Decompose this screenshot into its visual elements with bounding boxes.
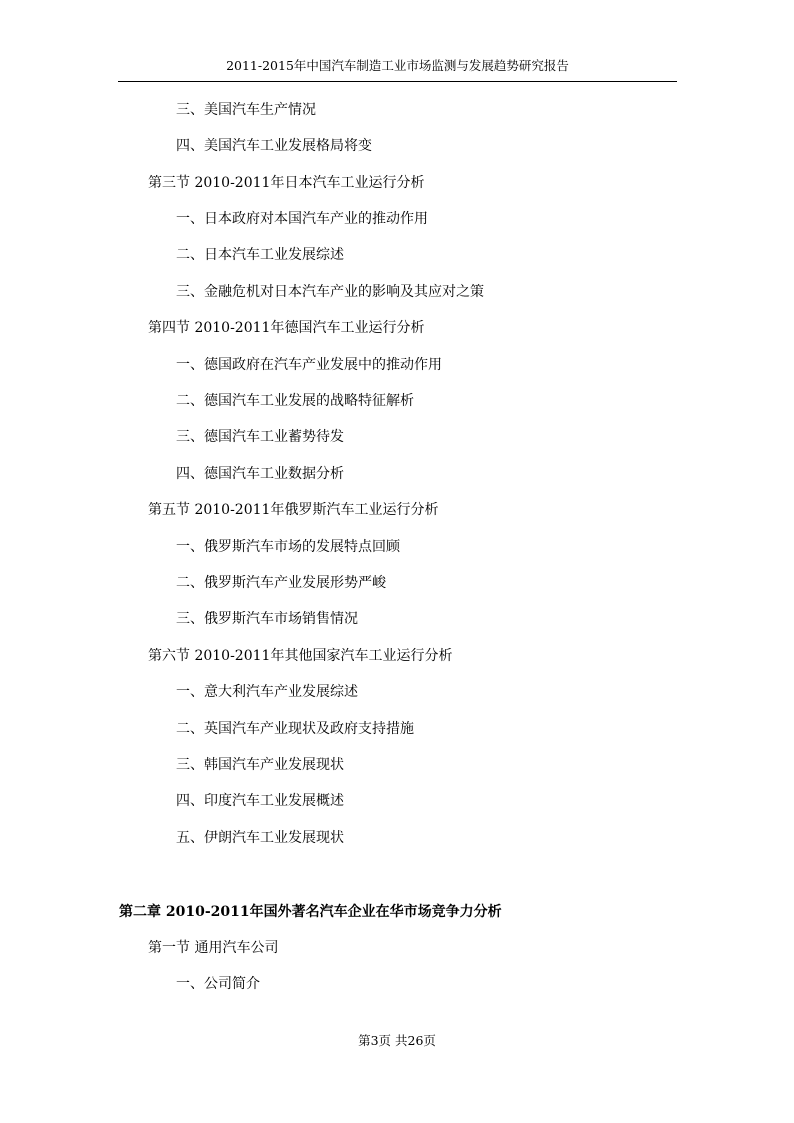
toc-section: 第六节 2010-2011年其他国家汽车工业运行分析 [148, 648, 453, 664]
toc-item: 一、公司简介 [176, 976, 260, 992]
toc-section: 第一节 通用汽车公司 [148, 940, 279, 956]
toc-item: 二、德国汽车工业发展的战略特征解析 [176, 393, 414, 409]
toc-item: 四、印度汽车工业发展概述 [176, 793, 344, 809]
header-divider [118, 81, 677, 82]
toc-item: 三、美国汽车生产情况 [176, 102, 316, 118]
toc-section: 第五节 2010-2011年俄罗斯汽车工业运行分析 [148, 502, 439, 518]
toc-item: 一、德国政府在汽车产业发展中的推动作用 [176, 357, 442, 373]
toc-item: 一、意大利汽车产业发展综述 [176, 684, 358, 700]
toc-section: 第三节 2010-2011年日本汽车工业运行分析 [148, 175, 425, 191]
toc-item: 三、俄罗斯汽车市场销售情况 [176, 611, 358, 627]
page-header-title: 2011-2015年中国汽车制造工业市场监测与发展趋势研究报告 [226, 58, 569, 73]
toc-item: 四、德国汽车工业数据分析 [176, 466, 344, 482]
toc-chapter: 第二章 2010-2011年国外著名汽车企业在华市场竞争力分析 [119, 904, 502, 920]
toc-item: 一、日本政府对本国汽车产业的推动作用 [176, 211, 428, 227]
toc-item: 三、金融危机对日本汽车产业的影响及其应对之策 [176, 284, 484, 300]
toc-item: 五、伊朗汽车工业发展现状 [176, 830, 344, 846]
toc-item: 一、俄罗斯汽车市场的发展特点回顾 [176, 539, 400, 555]
toc-item: 二、英国汽车产业现状及政府支持措施 [176, 721, 414, 737]
toc-item: 三、德国汽车工业蓄势待发 [176, 429, 344, 445]
toc-item: 四、美国汽车工业发展格局将变 [176, 138, 372, 154]
toc-item: 二、日本汽车工业发展综述 [176, 247, 344, 263]
toc-item: 三、韩国汽车产业发展现状 [176, 757, 344, 773]
toc-item: 二、俄罗斯汽车产业发展形势严峻 [176, 575, 386, 591]
toc-section: 第四节 2010-2011年德国汽车工业运行分析 [148, 320, 425, 336]
page-footer-number: 第3页 共26页 [358, 1033, 436, 1048]
